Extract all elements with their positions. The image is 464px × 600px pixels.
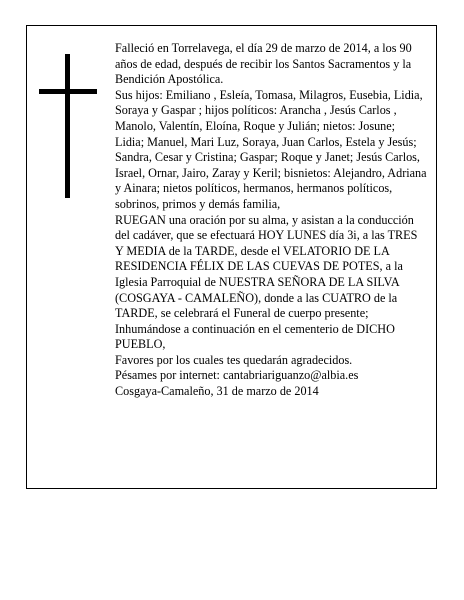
cross-horizontal-bar bbox=[39, 89, 97, 94]
obituary-card bbox=[26, 25, 437, 489]
condolences-email: Pésames por internet: cantabriariguanzo@albia.es bbox=[115, 368, 359, 383]
family-list: Sus hijos: Emiliano , Esleía, Tomasa, Milagros, Eusebia, Lidia, Soraya y Gaspar ; hijos políticos: Arancha , Jesús Carlos , Manolo, Valentín, Eloína, Roque y Julián; nietos: Josune; Lidia; Manuel, Mari Luz, Soraya, Juan Carlos, Estela y Jesús; Sandra, Cesar y Cristina; Gaspar; Roque y Janet; Jesús Carlos, Israel, Ornar, Jairo, Zaray y Keril; bisnietos: Alejandro, Adriana y Ainara; nietos políticos, hermanos, hermanos políticos, sobrinos, primos y demás familia, bbox=[115, 87, 427, 211]
thanks-line: Favores por los cuales tes quedarán agradecidos. bbox=[115, 352, 353, 367]
obituary-text bbox=[115, 41, 427, 400]
place-date: Cosgaya-Camaleño, 31 de marzo de 2014 bbox=[115, 384, 319, 399]
cross-icon bbox=[39, 54, 97, 198]
death-announcement: Falleció en Torrelavega, el día 29 de marzo de 2014, a los 90 años de edad, después de recibir los Santos Sacramentos y la Bendición Apostólica. bbox=[115, 41, 412, 87]
cross-vertical-bar bbox=[65, 54, 70, 198]
funeral-details: RUEGAN una oración por su alma, y asistan a la conducción del cadáver, que se efectuará HOY LUNES día 3i, a las TRES Y MEDIA de la TARDE, desde el VELATORIO DE LA RESIDENCIA FÉLIX DE LAS CUEVAS DE POTES, a la Iglesia Parroquial de NUESTRA SEÑORA DE LA SILVA (COSGAYA - CAMALEÑO), donde a las CUATRO de la TARDE, se celebrará el Funeral de cuerpo presente; Inhumándose a continuación en el cementerio de DICHO PUEBLO, bbox=[115, 212, 418, 352]
